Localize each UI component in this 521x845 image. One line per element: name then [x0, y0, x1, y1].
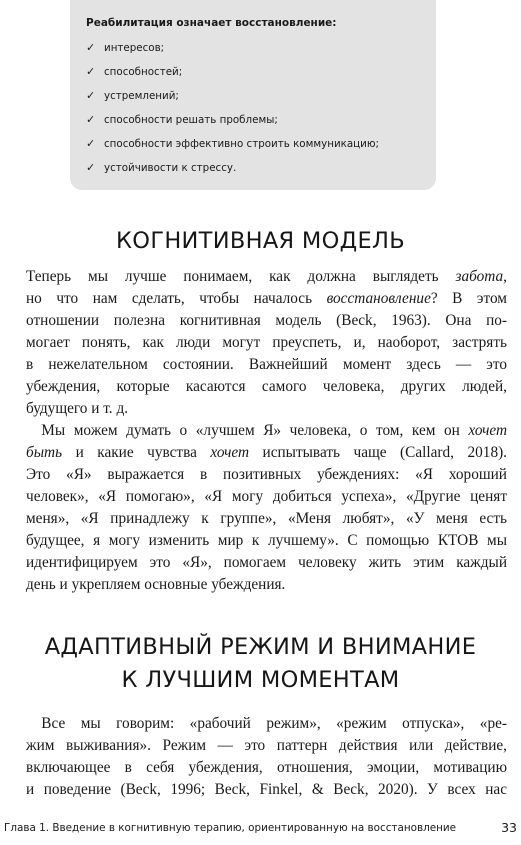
text-line: включающее в себя убеждения, отношения, эмоции, мотивацию: [26, 759, 507, 776]
section-heading-adaptive-mode-line2: К ЛУЧШИМ МОМЕНТАМ: [121, 667, 400, 693]
list-item: [86, 84, 422, 108]
text-line: убеждения, которые касаются самого человека, других людей,: [26, 378, 507, 395]
list-item-label: интересов;: [104, 42, 165, 54]
text-line: Все мы говорим: «рабочий режим», «режим отпуска», «ре-: [41, 715, 507, 732]
text-line: будущего и т. д.: [26, 400, 129, 417]
callout-list: [86, 36, 422, 180]
text-line: Мы можем думать о «лучшем Я» человека, о том, кем он хочет: [41, 422, 507, 439]
list-item-label: способности решать проблемы;: [104, 114, 278, 126]
text-line: идентифицируем это «Я», помогаем человеку жить этим каждый: [26, 554, 507, 571]
text-line: могает понять, как люди могут преуспеть, и, наоборот, застрять: [26, 334, 507, 351]
text-line: быть и какие чувства хочет испытывать чаще (Callard, 2018).: [26, 444, 508, 461]
running-footer-chapter: Глава 1. Введение в когнитивную терапию, ориентированную на восстановление: [4, 822, 457, 834]
text-line: но что нам сделать, чтобы началось восстановление? В этом: [26, 290, 507, 307]
paragraph-adaptive-mode: [26, 713, 507, 801]
section-heading-cognitive-model: КОГНИТИВНАЯ МОДЕЛЬ: [116, 228, 405, 254]
section-heading-adaptive-mode-line1: АДАПТИВНЫЙ РЕЖИМ И ВНИМАНИЕ: [44, 634, 477, 660]
list-item-label: способности эффективно строить коммуникацию;: [104, 138, 380, 150]
list-item-label: устойчивости к стрессу.: [104, 162, 237, 174]
checkmark-icon: ✓: [86, 65, 96, 78]
list-item: [86, 36, 422, 60]
checkmark-icon: ✓: [86, 41, 96, 54]
paragraph-best-self: [26, 420, 507, 596]
text-line: Теперь мы лучше понимаем, как должна выглядеть забота,: [26, 268, 507, 285]
list-item-label: устремлений;: [104, 90, 179, 102]
text-line: жим выживания». Режим — это паттерн действия или действие,: [26, 737, 507, 754]
list-item: [86, 156, 422, 180]
text-line: день и укрепляем основные убеждения.: [26, 576, 286, 593]
list-item: [86, 108, 422, 132]
text-line: в нежелательном состоянии. Важнейший момент здесь — это: [26, 356, 507, 373]
checkmark-icon: ✓: [86, 89, 96, 102]
paragraph-cognitive-model: [26, 266, 507, 420]
text-line: человек», «Я помогаю», «Я могу добиться успеха», «Другие ценят: [26, 488, 507, 505]
page-number: 33: [501, 820, 517, 835]
text-line: меня», «Я принадлежу к группе», «Меня любят», «У меня есть: [26, 510, 507, 527]
list-item-label: способностей;: [104, 66, 183, 78]
list-item: [86, 60, 422, 84]
callout-box: [70, 0, 436, 190]
text-line: Это «Я» выражается в позитивных убеждениях: «Я хороший: [26, 466, 507, 483]
callout-title: Реабилитация означает восстановление:: [86, 17, 337, 29]
text-line: отношении полезна когнитивная модель (Beck, 1963). Она по-: [26, 312, 507, 329]
text-line: и поведение (Beck, 1996; Beck, Finkel, & Beck, 2020). У всех нас: [26, 781, 507, 798]
checkmark-icon: ✓: [86, 113, 96, 126]
text-line: будущее, я могу изменить мир к лучшему». С помощью КТОВ мы: [26, 532, 507, 549]
checkmark-icon: ✓: [86, 161, 96, 174]
list-item: [86, 132, 422, 156]
checkmark-icon: ✓: [86, 137, 96, 150]
page-footer: [4, 820, 519, 840]
